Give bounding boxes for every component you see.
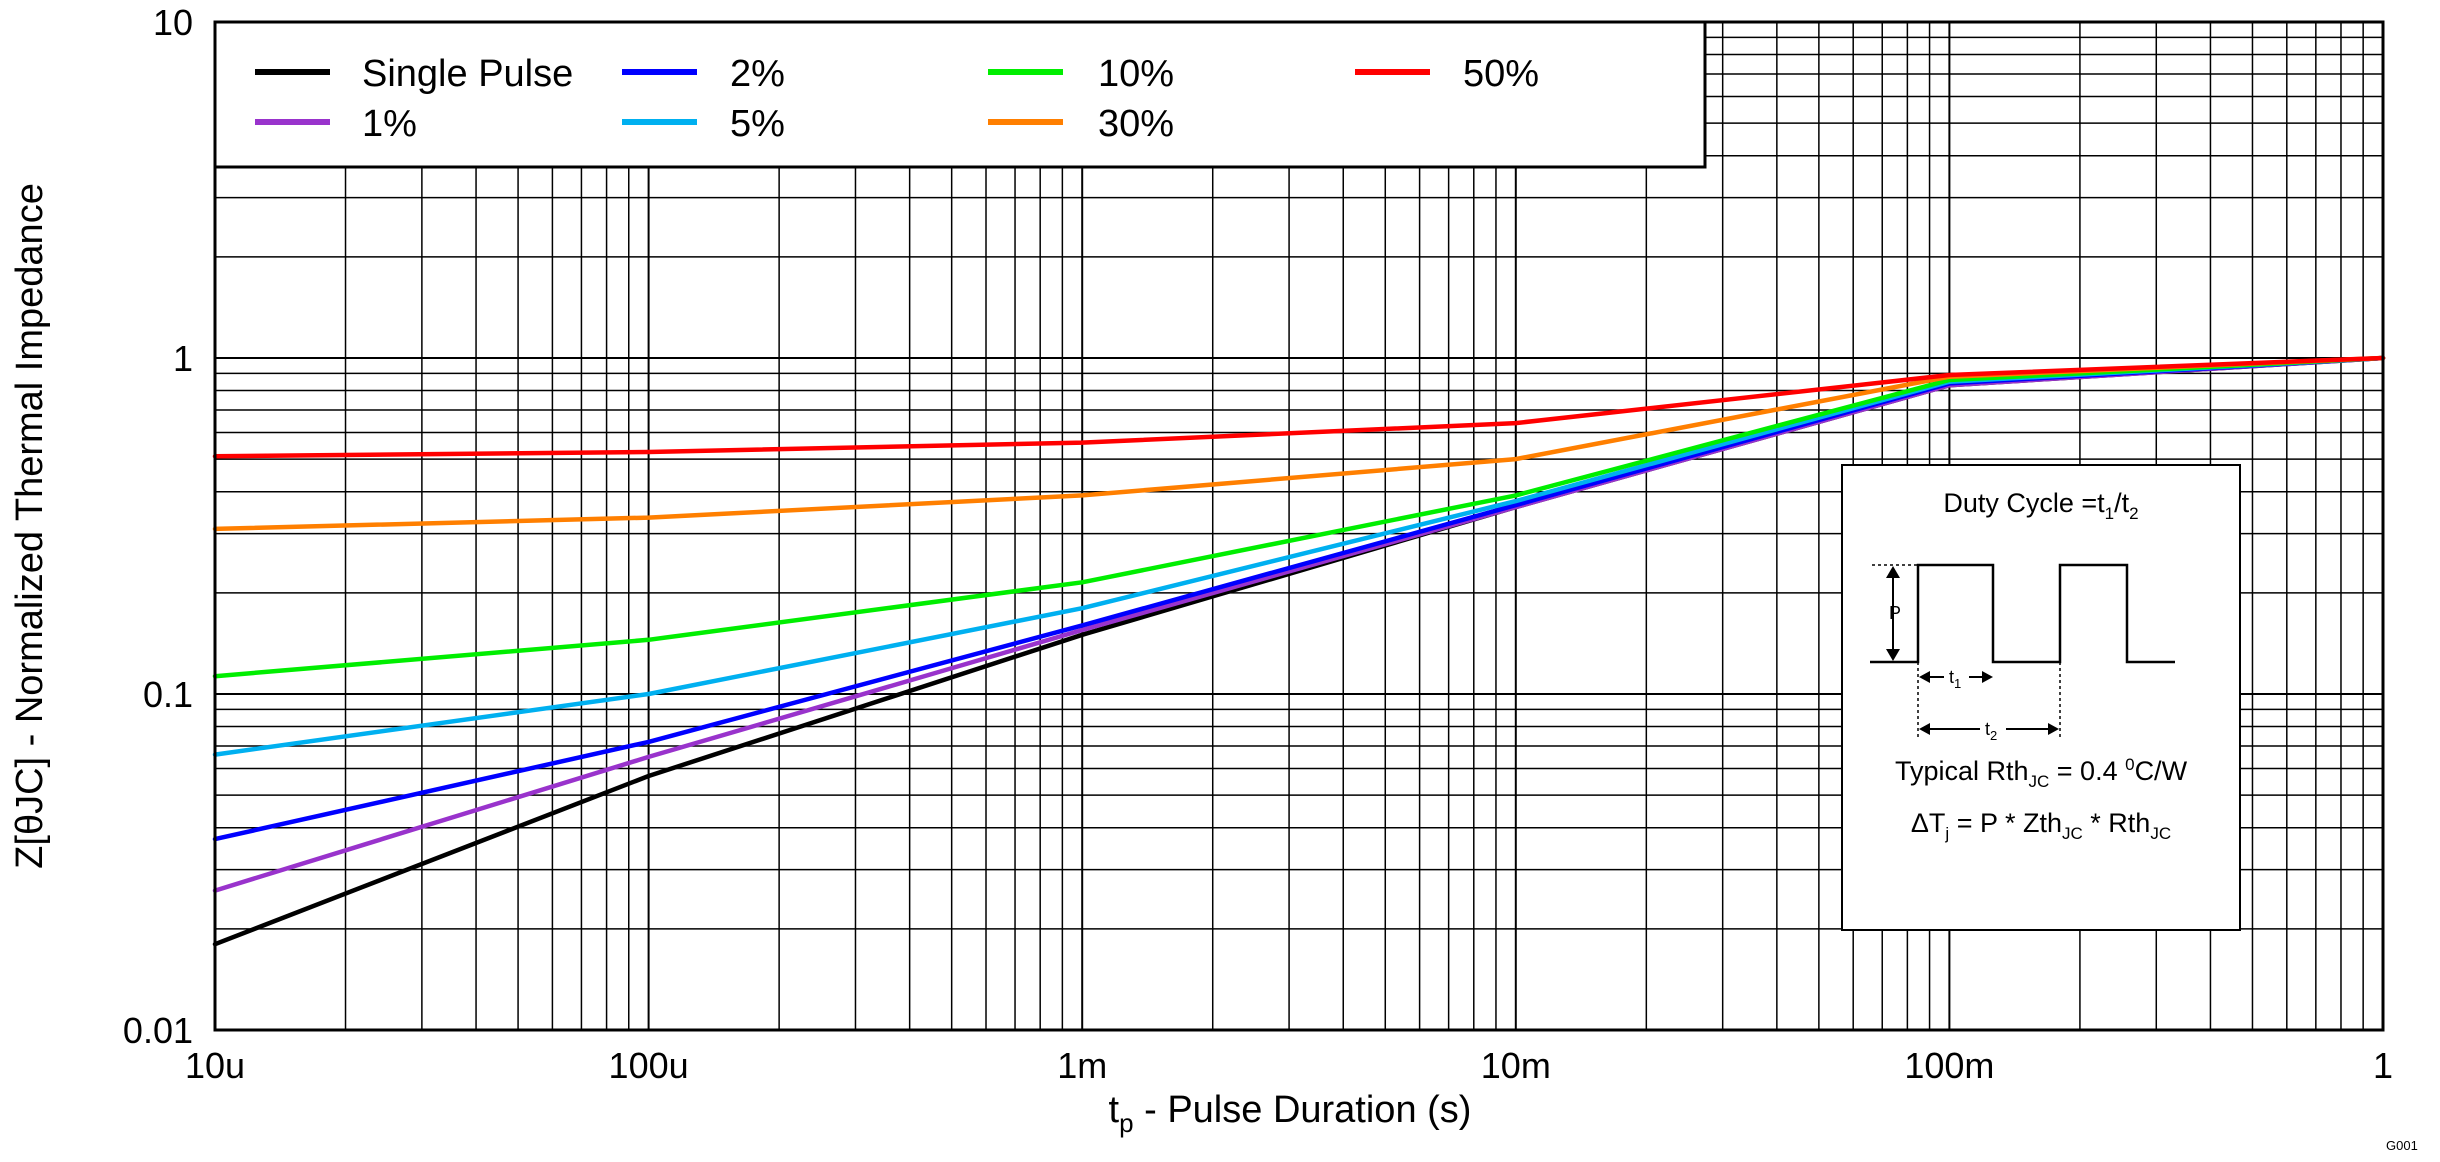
rth-sub: JC xyxy=(2028,772,2050,791)
delta-sub3: JC xyxy=(2150,824,2172,843)
legend-label-30pct: 30% xyxy=(1098,103,1175,145)
delta-mid: = P * Zth xyxy=(1949,808,2063,838)
legend-label-10pct: 10% xyxy=(1098,53,1175,95)
duty-cycle-inset xyxy=(1842,465,2240,930)
legend-label-2pct: 2% xyxy=(730,53,785,95)
x-tick-label: 10u xyxy=(184,1045,246,1086)
x-tick-label: 10m xyxy=(1480,1045,1551,1086)
pulse-p-label: P xyxy=(1888,603,1902,623)
x-tick-label: 100u xyxy=(608,1045,689,1086)
y-tick-label: 0.01 xyxy=(122,1010,193,1051)
y-axis-title: Z[θJC] - Normalized Thermal Impedance xyxy=(9,183,51,869)
x-axis-title-rest: - Pulse Duration (s) xyxy=(1133,1089,1472,1131)
t2-sub: 2 xyxy=(1990,728,1998,743)
t2-main: t xyxy=(1985,719,1991,739)
inset-box xyxy=(1842,465,2240,930)
inset-delta-label xyxy=(1911,808,2171,843)
y-tick-label: 10 xyxy=(152,2,193,43)
rth-sup: 0 xyxy=(2125,755,2135,774)
duty-slash: /t xyxy=(2114,488,2130,518)
duty-sub-2: 2 xyxy=(2129,504,2139,523)
legend-label-50pct: 50% xyxy=(1463,53,1540,95)
y-tick-label: 0.1 xyxy=(142,674,193,715)
y-tick-labels xyxy=(123,2,193,1051)
delta-mid2: * Rth xyxy=(2082,808,2151,838)
t1-sub: 1 xyxy=(1954,676,1962,691)
legend-label-1pct: 1% xyxy=(362,103,417,145)
duty-text: Duty Cycle =t xyxy=(1943,488,2105,518)
delta-sub1: j xyxy=(1945,824,1950,843)
x-axis-title xyxy=(1109,1089,1472,1138)
x-tick-label: 100m xyxy=(1904,1045,1995,1086)
delta-sub2: JC xyxy=(2062,824,2083,843)
y-tick-label: 1 xyxy=(172,338,193,379)
x-tick-label: 1m xyxy=(1057,1045,1108,1086)
delta-pre: ΔT xyxy=(1910,808,1946,838)
x-axis-title-main: t xyxy=(1108,1089,1120,1131)
legend-label-single-pulse: Single Pulse xyxy=(362,53,574,95)
duty-sub-1: 1 xyxy=(2104,504,2115,523)
rth-unit: C/W xyxy=(2134,756,2188,786)
x-tick-label: 1 xyxy=(2372,1045,2394,1086)
figure-id: G001 xyxy=(2386,1138,2418,1153)
legend xyxy=(215,22,1705,167)
x-axis-title-sub: p xyxy=(1119,1108,1134,1138)
t1-main: t xyxy=(1949,667,1955,687)
x-tick-labels xyxy=(185,1045,2393,1086)
legend-label-5pct: 5% xyxy=(730,103,785,145)
rth-eq: = 0.4 xyxy=(2049,756,2126,786)
rth-pre: Typical Rth xyxy=(1894,756,2029,786)
